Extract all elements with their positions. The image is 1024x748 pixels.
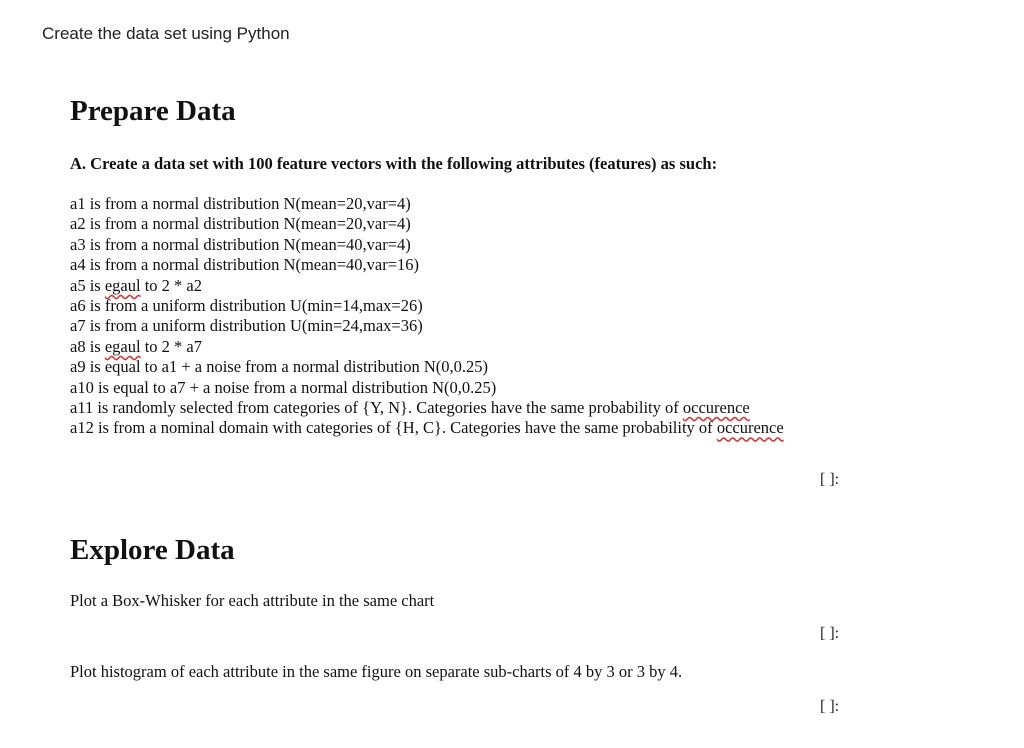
attribute-a12-pre: a12 is from a nominal domain with categories of {H, C}. Categories have the same probability of [70, 418, 717, 438]
attribute-list [70, 194, 830, 439]
spellcheck-typo-a8: egaul [104, 336, 141, 356]
attribute-a11-pre: a11 is randomly selected from categories of {Y, N}. Categories have the same probability of [70, 398, 683, 418]
intro-text: Create the data set using Python [42, 24, 290, 43]
explore-data-heading: Explore Data [70, 534, 235, 566]
attribute-a12 [70, 418, 830, 438]
attribute-a2: a2 is from a normal distribution N(mean=20,var=4) [70, 214, 411, 234]
attribute-a9: a9 is equal to a1 + a noise from a normal distribution N(0,0.25) [70, 357, 489, 377]
spellcheck-typo-a12: occurence [716, 418, 784, 438]
code-cell-prompt-1[interactable]: [ ]: [820, 471, 840, 488]
attribute-a8-pre: a8 is [70, 336, 105, 356]
attribute-a5-post: to 2 * a2 [140, 275, 202, 295]
attribute-a6: a6 is from a uniform distribution U(min=14,max=26) [70, 296, 423, 316]
attribute-a10: a10 is equal to a7 + a noise from a normal distribution N(0,0.25) [70, 377, 497, 397]
attribute-a4: a4 is from a normal distribution N(mean=40,var=16) [70, 255, 419, 275]
spellcheck-typo-a11: occurence [682, 398, 750, 418]
attribute-a8-post: to 2 * a7 [140, 336, 202, 356]
code-cell-prompt-2[interactable]: [ ]: [820, 625, 840, 642]
attribute-a5 [70, 276, 830, 296]
boxplot-instruction: Plot a Box-Whisker for each attribute in the same chart [70, 591, 435, 610]
attribute-a3: a3 is from a normal distribution N(mean=40,var=4) [70, 234, 411, 254]
attribute-a8 [70, 337, 830, 357]
attribute-a5-pre: a5 is [70, 275, 105, 295]
prepare-data-heading: Prepare Data [70, 95, 236, 127]
histogram-instruction: Plot histogram of each attribute in the same figure on separate sub-charts of 4 by 3 or 3 by 4. [70, 662, 683, 681]
attribute-a1: a1 is from a normal distribution N(mean=20,var=4) [70, 194, 411, 213]
attribute-a11 [70, 398, 830, 418]
spellcheck-typo-a5: egaul [104, 275, 141, 295]
task-a-text: A. Create a data set with 100 feature vectors with the following attributes (features) as such: [70, 154, 718, 173]
attribute-a7: a7 is from a uniform distribution U(min=24,max=36) [70, 316, 423, 336]
code-cell-prompt-3[interactable]: [ ]: [820, 698, 840, 715]
